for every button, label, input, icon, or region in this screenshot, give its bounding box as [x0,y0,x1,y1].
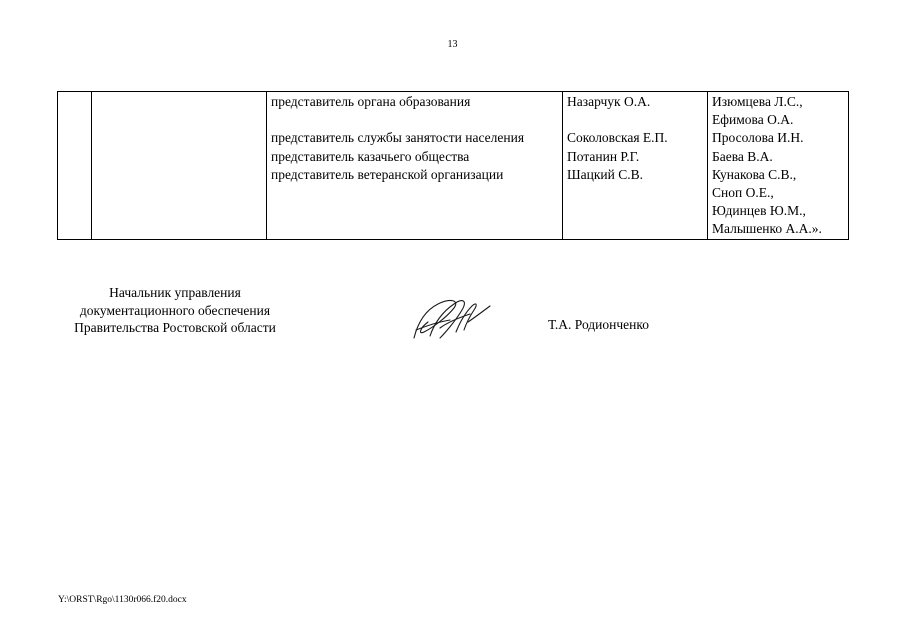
organization-cell [92,92,267,240]
signatory-title-line: Правительства Ростовской области [74,320,276,335]
member-line: Потанин Р.Г. [567,148,640,164]
signatory-title-line: Начальник управления [109,285,241,300]
file-path: Y:\ORST\Rgo\1130r066.f20.docx [58,595,187,605]
members-cell [563,92,708,240]
handwritten-signature [410,292,492,344]
deputy-line: Просолова И.Н. [712,130,804,146]
role-line [271,111,558,129]
deputy-line: Кунакова С.В., [712,166,797,182]
signatory-title [58,284,292,337]
member-line: Соколовская Е.П. [567,130,668,146]
number-cell [58,92,92,240]
deputy-line: Сноп О.Е., [712,184,774,200]
member-line: Назарчук О.А. [567,94,651,109]
roles-cell [267,92,563,240]
role-line: представитель казачьего общества [271,148,470,164]
deputy-line: Юдинцев Ю.М., [712,203,806,219]
table-row [58,92,849,240]
commission-table [57,91,849,240]
deputy-line: Малышенко А.А.». [712,221,822,237]
deputy-line: Ефимова О.А. [712,112,794,128]
signatory-title-line: документационного обеспечения [79,302,271,318]
deputy-line: Изюмцева Л.С., [712,94,803,109]
member-line [567,111,703,129]
role-line: представитель ветеранской организации [271,166,504,182]
role-line: представитель службы занятости населения [271,130,525,146]
page-number: 13 [447,39,458,50]
deputy-line: Баева В.А. [712,148,773,164]
deputies-cell [708,92,849,240]
role-line: представитель органа образования [271,94,471,109]
signatory-name: Т.А. Родионченко [548,317,649,332]
member-line: Шацкий С.В. [567,166,643,182]
